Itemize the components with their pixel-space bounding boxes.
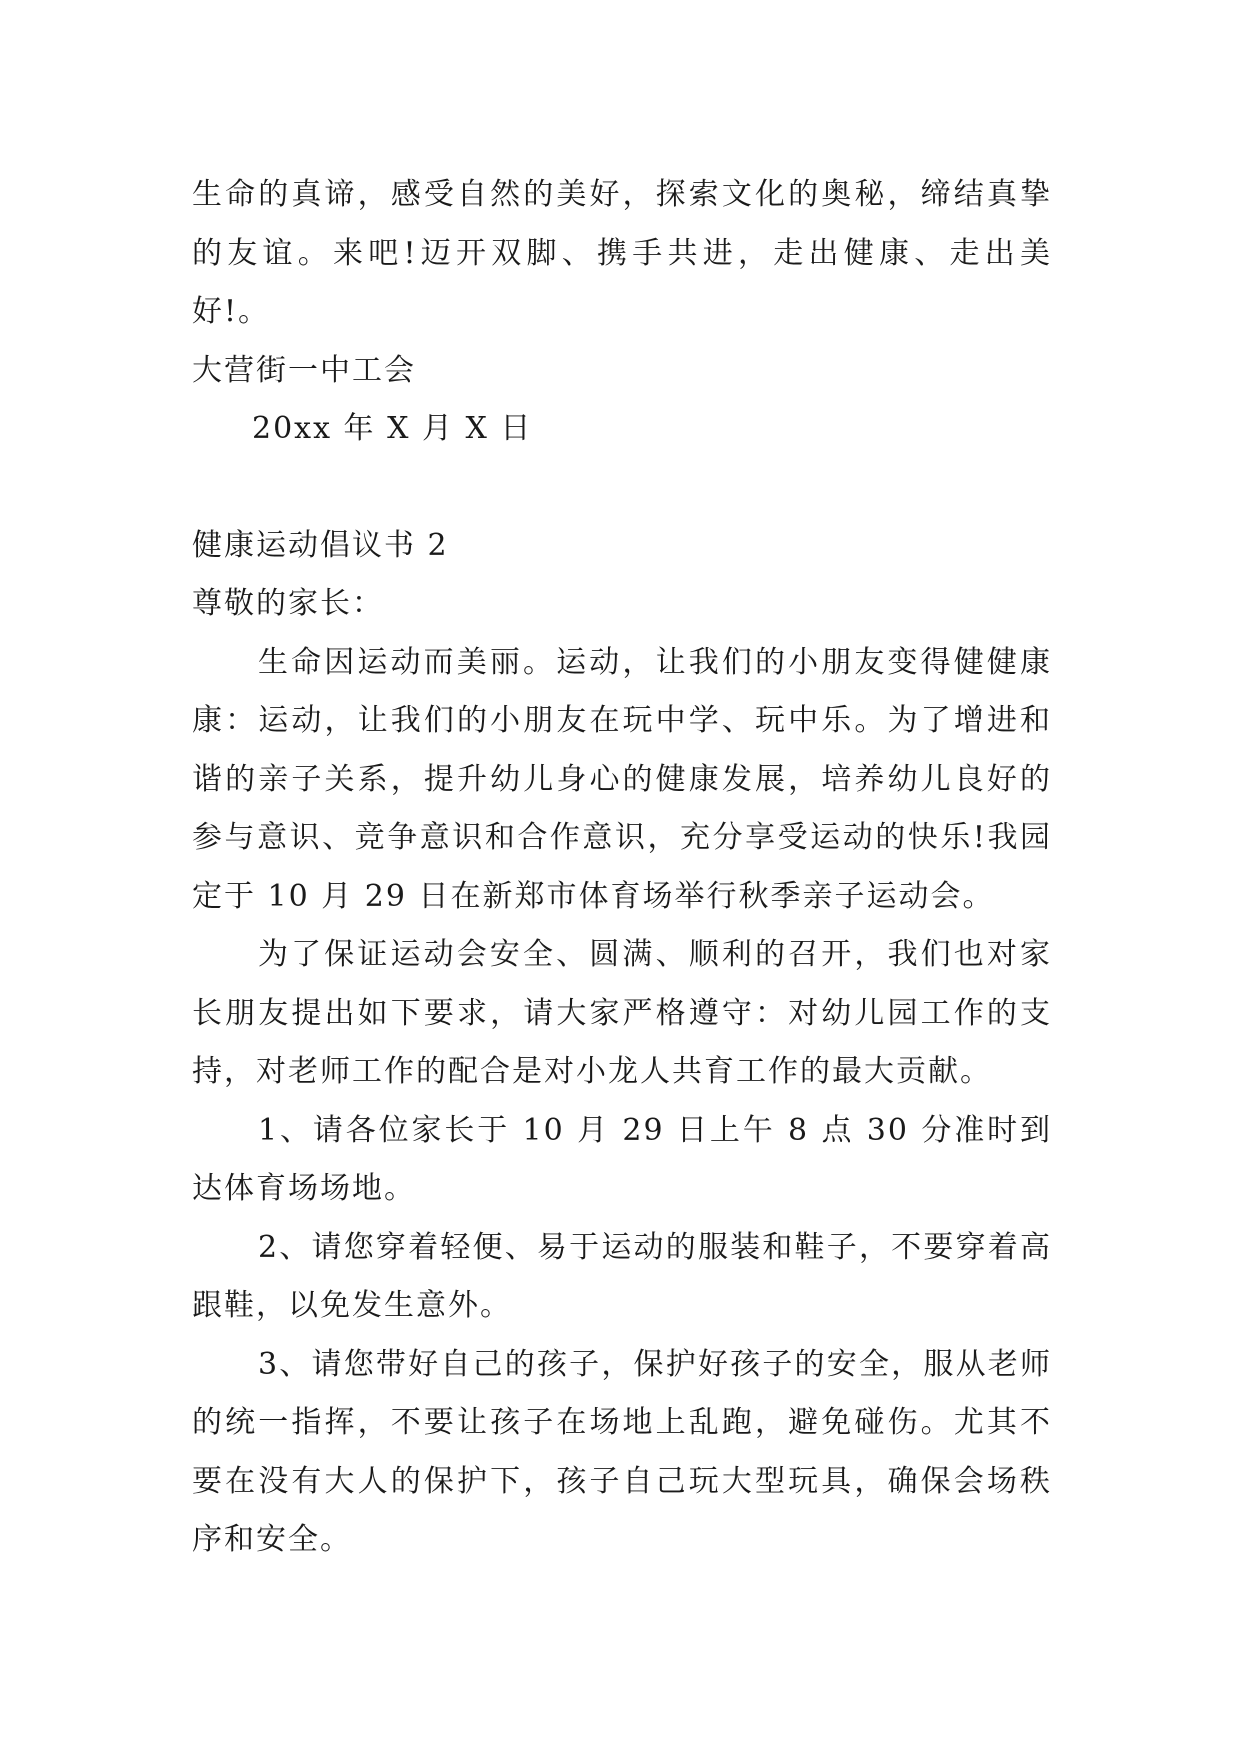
list-item-child-safety: 3、请您带好自己的孩子，保护好孩子的安全，服从老师的统一指挥，不要让孩子在场地上乱跑，避免碰伤。尤其不要在没有大人的保护下，孩子自己玩大型玩具，确保会场秩序和安全。: [192, 1346, 1052, 1557]
body-paragraph-requirements: 为了保证运动会安全、圆满、顺利的召开，我们也对家长朋友提出如下要求，请大家严格遵守：对幼儿园工作的支持，对老师工作的配合是对小龙人共育工作的最大贡献。: [192, 937, 1052, 1089]
signature-organization: 大营街一中工会: [192, 352, 416, 388]
body-paragraph-intro: 生命因运动而美丽。运动，让我们的小朋友变得健健康康：运动，让我们的小朋友在玩中学、玩中乐。为了增进和谐的亲子关系，提升幼儿身心的健康发展，培养幼儿良好的参与意识、竞争意识和合作意识，充分享受运动的快乐!我园定于 10 月 29 日在新郑市体育场举行秋季亲子运动会。: [192, 644, 1052, 914]
signature-date: 20xx 年 X 月 X 日: [252, 411, 533, 446]
salutation: 尊敬的家长：: [192, 586, 384, 621]
section-spacer: [192, 459, 1052, 517]
document-title: 健康运动倡议书 2: [192, 527, 449, 563]
document-body: [192, 166, 1052, 1570]
list-item-arrival-time: 1、请各位家长于 10 月 29 日上午 8 点 30 分准时到达体育场场地。: [192, 1112, 1052, 1206]
closing-paragraph: 生命的真谛，感受自然的美好，探索文化的奥秘，缔结真挚的友谊。来吧!迈开双脚、携手共进，走出健康、走出美好!。: [192, 177, 1052, 329]
list-item-clothing: 2、请您穿着轻便、易于运动的服装和鞋子，不要穿着高跟鞋，以免发生意外。: [192, 1229, 1052, 1323]
